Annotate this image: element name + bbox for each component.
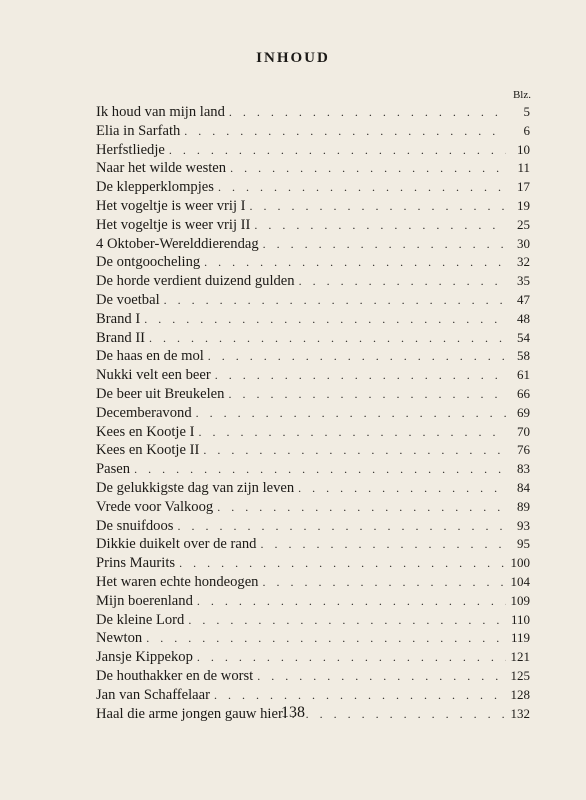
toc-entry: [96, 667, 530, 686]
dot-leader: [228, 385, 506, 404]
toc-entry-page: 83: [517, 461, 530, 477]
dot-leader: [204, 253, 506, 272]
toc-entry-page: 95: [517, 536, 530, 552]
toc-entry-title: De klepperklompjes: [96, 179, 214, 196]
toc-entry-page: 84: [517, 479, 530, 495]
dot-leader: [203, 441, 506, 460]
toc-entry: [96, 498, 530, 517]
toc-entry-page: 125: [510, 667, 530, 683]
toc-entry-title: Ik houd van mijn land: [96, 104, 225, 120]
toc-entry: [96, 310, 530, 329]
dot-leader: [188, 611, 506, 630]
dot-leader: [260, 535, 506, 554]
toc-entry: [96, 611, 530, 630]
dot-leader: [198, 423, 506, 442]
toc-entry: [96, 517, 530, 536]
dot-leader: [250, 197, 506, 216]
toc-entry: [96, 235, 530, 254]
toc-entry: [96, 366, 530, 385]
toc-entry-page: 19: [517, 197, 530, 213]
toc-entry-page: 58: [517, 348, 530, 364]
toc-entry-title: Dikkie duikelt over de rand: [96, 536, 257, 553]
toc-entry-title: Kees en Kootje I: [96, 423, 195, 440]
toc-entry: [96, 197, 530, 216]
toc-entry: [96, 178, 530, 197]
toc-entry: [96, 404, 530, 423]
toc-entry-title: De voetbal: [96, 291, 160, 308]
toc-entry-page: 47: [517, 291, 530, 307]
toc-entry-title: 4 Oktober-Werelddierendag: [96, 235, 259, 252]
toc-entry: [96, 103, 530, 122]
toc-entry: [96, 686, 530, 705]
toc-entry-page: 100: [510, 555, 530, 571]
toc-entry: [96, 479, 530, 498]
dot-leader: [214, 686, 506, 705]
toc-entry-title: Het waren echte hondeogen: [96, 573, 259, 590]
table-of-contents: [96, 103, 530, 723]
toc-entry-page: 11: [517, 160, 530, 176]
toc-entry-page: 76: [517, 442, 530, 458]
toc-entry-title: De houthakker en de worst: [96, 667, 254, 684]
toc-entry-page: 69: [517, 404, 530, 420]
toc-entry-title: Brand I: [96, 310, 141, 327]
toc-entry: [96, 385, 530, 404]
toc-entry-title: Vrede voor Valkoog: [96, 498, 214, 515]
toc-entry-title: De gelukkigste dag van zijn leven: [96, 479, 295, 496]
toc-entry-page: 128: [510, 686, 530, 702]
toc-entry-page: 10: [517, 141, 530, 157]
dot-leader: [179, 554, 506, 573]
toc-entry-page: 89: [517, 498, 530, 514]
dot-leader: [164, 291, 506, 310]
toc-entry-page: 32: [517, 254, 530, 270]
dot-leader: [254, 216, 506, 235]
toc-entry: [96, 573, 530, 592]
dot-leader: [149, 329, 506, 348]
toc-entry-title: Decemberavond: [96, 404, 192, 421]
page-column-label: Blz.: [512, 89, 531, 101]
toc-entry: [96, 141, 530, 160]
toc-entry-title: Prins Maurits: [96, 555, 176, 572]
toc-entry-title: De beer uit Breukelen: [96, 385, 225, 402]
toc-entry: [96, 554, 530, 573]
page-title: INHOUD: [256, 50, 330, 66]
toc-entry: [96, 535, 530, 554]
dot-leader: [196, 404, 506, 423]
toc-entry-title: Jansje Kippekop: [96, 649, 193, 666]
toc-entry-title: Naar het wilde westen: [96, 160, 227, 177]
toc-entry-title: Brand II: [96, 329, 146, 346]
toc-entry: [96, 159, 530, 178]
toc-entry: [96, 592, 530, 611]
toc-entry-page: 110: [510, 611, 530, 627]
toc-entry-page: 54: [517, 329, 530, 345]
toc-entry-page: 104: [510, 573, 530, 589]
toc-entry-page: 109: [510, 592, 530, 608]
toc-entry-page: 93: [517, 517, 530, 533]
toc-entry-title: De horde verdient duizend gulden: [96, 273, 295, 290]
toc-entry: [96, 216, 530, 235]
toc-entry-page: 61: [517, 367, 530, 383]
dot-leader: [298, 479, 506, 498]
dot-leader: [144, 310, 506, 329]
toc-entry: [96, 329, 530, 348]
toc-entry-page: 25: [517, 216, 530, 232]
toc-entry-title: De ontgoocheling: [96, 254, 201, 271]
toc-entry: [96, 272, 530, 291]
toc-entry: [96, 423, 530, 442]
toc-entry-page: 5: [523, 104, 530, 119]
dot-leader: [257, 667, 506, 686]
toc-entry-title: Haal die arme jongen gauw hier!: [96, 705, 288, 722]
toc-entry-title: De kleine Lord: [96, 611, 185, 628]
toc-entry-page: 6: [523, 122, 530, 138]
toc-entry-page: 30: [517, 235, 530, 251]
toc-entry-page: 119: [510, 630, 530, 646]
toc-entry-page: 48: [517, 310, 530, 326]
toc-entry-page: 132: [510, 705, 530, 721]
dot-leader: [262, 573, 506, 592]
dot-leader: [217, 498, 506, 517]
toc-entry: [96, 648, 530, 667]
dot-leader: [146, 629, 506, 648]
dot-leader: [184, 122, 506, 141]
toc-entry-title: De snuifdoos: [96, 517, 174, 534]
toc-entry: [96, 122, 530, 141]
dot-leader: [299, 272, 506, 291]
dot-leader: [169, 141, 506, 160]
toc-entry: [96, 291, 530, 310]
page-number: 138: [281, 704, 305, 721]
toc-entry-title: Elia in Sarfath: [96, 122, 181, 139]
dot-leader: [263, 235, 506, 254]
dot-leader: [229, 103, 506, 122]
dot-leader: [134, 460, 506, 479]
dot-leader: [208, 347, 506, 366]
dot-leader: [230, 159, 506, 178]
toc-entry-title: Pasen: [96, 461, 131, 478]
toc-entry-page: 66: [517, 385, 530, 401]
toc-entry-title: Nukki velt een beer: [96, 367, 211, 384]
toc-entry-title: Jan van Schaffelaar: [96, 686, 210, 703]
dot-leader: [177, 517, 506, 536]
toc-entry-title: Kees en Kootje II: [96, 442, 200, 459]
toc-entry: [96, 629, 530, 648]
dot-leader: [197, 592, 506, 611]
toc-entry-title: Het vogeltje is weer vrij II: [96, 216, 251, 233]
toc-entry-page: 17: [517, 179, 530, 195]
toc-entry: [96, 253, 530, 272]
toc-entry-title: Herfstliedje: [96, 141, 165, 158]
toc-entry: [96, 347, 530, 366]
dot-leader: [218, 178, 506, 197]
toc-entry: [96, 441, 530, 460]
toc-entry-page: 35: [517, 273, 530, 289]
toc-entry-page: 121: [510, 649, 530, 665]
toc-entry-title: Mijn boerenland: [96, 592, 193, 609]
toc-entry: [96, 460, 530, 479]
dot-leader: [215, 366, 506, 385]
toc-entry-title: Newton: [96, 630, 143, 647]
toc-entry-title: Het vogeltje is weer vrij I: [96, 197, 246, 214]
toc-entry-page: 70: [517, 423, 530, 439]
toc-entry-title: De haas en de mol: [96, 348, 204, 365]
dot-leader: [197, 648, 506, 667]
